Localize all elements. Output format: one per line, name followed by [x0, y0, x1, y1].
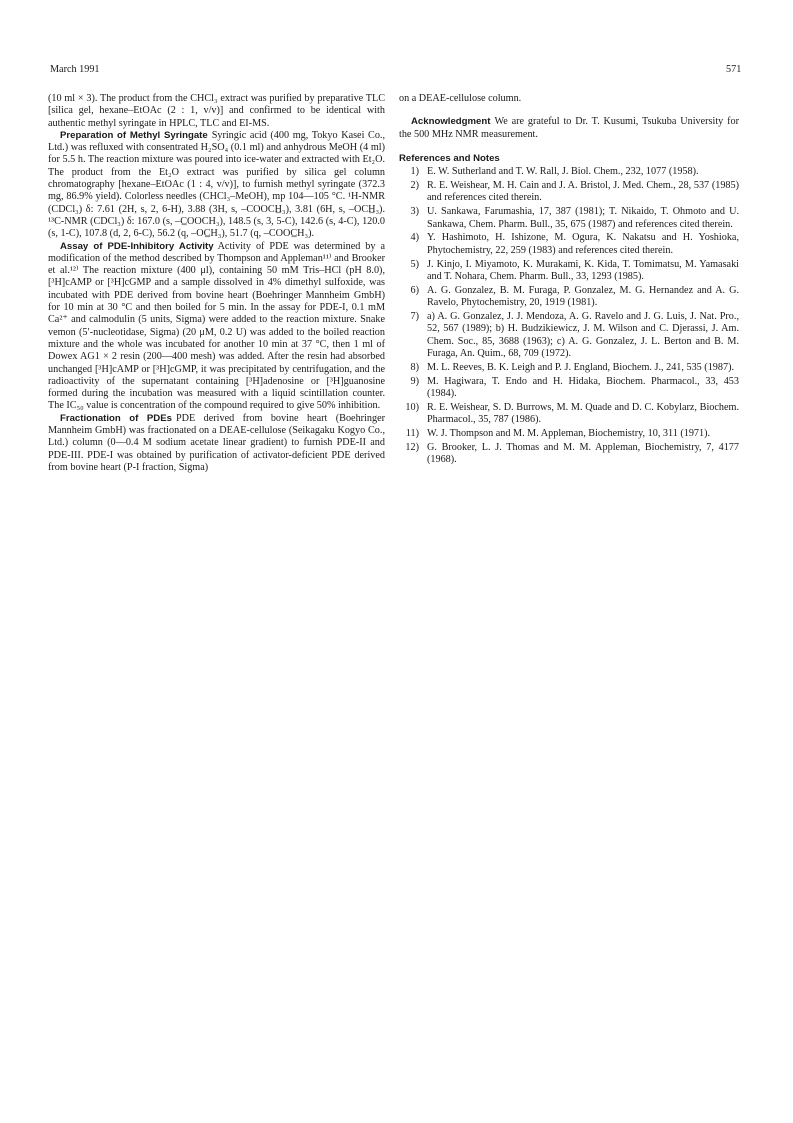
section-methyl-syringate — [48, 130, 385, 241]
reference-item — [399, 180, 739, 205]
reference-item — [399, 166, 739, 178]
section-body: PDE derived from bovine heart (Boehringer Mannheim GmbH) was fractionated on a DEAE-cellulose (Seikagaku Kogyo Co., Ltd.) column (0—0.4 M sodium acetate linear gradient) to furnish PDE-II and PDE-III. PDE-I was obtained by purification of activator-deficient PDE derived from bovine heart (P-I fraction, Sigma) — [48, 412, 385, 473]
reference-text: Y. Hashimoto, H. Ishizone, M. Ogura, K. Nakatsu and H. Yoshioka, Phytochemistry, 22, 259 (1983) and references cited therein. — [427, 232, 739, 256]
section-heading: Assay of PDE-Inhibitory Activity — [60, 240, 214, 252]
section-body: Syringic acid (400 mg, Tokyo Kasei Co., Ltd.) was refluxed with consentrated H₂SO₄ (0.1 ml) and anhydrous MeOH (4 ml) for 5.5 h. The reaction mixture was poured into ice-water and extracted with Et₂O. The product from the Et₂O extract was purified by silica gel column chromatography [hexane–EtOAc (1 : 4, v/v)], to furnish methyl syringate (372.3 mg, 86.9% yield). Colorless needles (CHCl₃–MeOH), mp 104—105 °C. ¹H-NMR (CDCl₃) δ: 7.61 (2H, s, 2, 6-H), 3.88 (3H, s, –COOCH̲₃), 3.81 (6H, s, –OCH̲₃). ¹³C-NMR (CDCl₃) δ: 167.0 (s, –C̲OOCH₃), 148.5 (s, 3, 5-C), 142.6 (s, 4-C), 120.0 (s, 1-C), 107.8 (d, 2, 6-C), 56.2 (q, –OC̲H₃), 51.7 (q, –COOC̲H₃). — [48, 129, 386, 240]
reference-number: 1) — [410, 166, 419, 178]
reference-number: 11) — [405, 428, 419, 440]
page-number: 571 — [726, 64, 742, 75]
references-title: References and Notes — [399, 152, 500, 164]
reference-number: 8) — [410, 361, 419, 373]
reference-item — [399, 232, 739, 257]
reference-item — [399, 428, 739, 440]
reference-number: 10) — [405, 401, 419, 413]
section-heading: Preparation of Methyl Syringate — [60, 129, 208, 141]
reference-number: 4) — [410, 232, 419, 244]
reference-item — [399, 442, 739, 467]
reference-item — [399, 206, 739, 231]
reference-number: 12) — [405, 441, 419, 453]
reference-text: R. E. Weishear, M. H. Cain and J. A. Bristol, J. Med. Chem., 28, 537 (1985) and references cited therein. — [427, 180, 739, 204]
reference-list — [399, 166, 739, 466]
reference-text: R. E. Weishear, S. D. Burrows, M. M. Quade and D. C. Kobylarz, Biochem. Pharmacol., 35, 787 (1986). — [427, 401, 739, 426]
reference-text: W. J. Thompson and M. M. Appleman, Biochemistry, 10, 311 (1971). — [427, 428, 711, 440]
reference-text: G. Brooker, L. J. Thomas and M. M. Appleman, Biochemistry, 7, 4177 (1968). — [427, 441, 739, 466]
reference-item — [399, 376, 739, 401]
reference-text: J. Kinjo, I. Miyamoto, K. Murakami, K. Kida, T. Tomimatsu, M. Yamasaki and T. Nohara, Chem. Pharm. Bull., 33, 1293 (1985). — [427, 258, 739, 282]
section-body: Activity of PDE was determined by a modification of the method described by Thompson and Appleman¹¹⁾ and Brooker et al.¹²⁾ The reaction mixture (400 μl), containing 50 mM Tris–HCl (pH 8.0), [³H]cAMP or [³H]cGMP and a sample dissolved in 4% dimethyl sulfoxide, was incubated with PDE derived from bovine heart (Boehringer Mannheim GmbH) for 10 min at 30 °C and then boiled for 5 min. In the assay for PDE-I, 0.1 mM Ca²⁺ and calmodulin (5 units, Sigma) were added to the reaction mixture. Snake vemon (5′-nucleotidase, Sigma) (20 μM, 0.2 U) was added to the boiled reaction mixture and the whole was incubated for another 10 min at 37 °C, then 1 ml of Dowex AG1 × 2 resin (200—400 mesh) was added. After the resin had absorbed unchanged [³H]cAMP or [³H]cGMP, it was precipitated by centrifugation, and the radioactivity of the supernatant containing [³H]adenosine or [³H]guanosine formed during the incubation was measured with a liquid scintillation counter. The IC₅₀ value is concentration of the compound required to give 50% inhibition. — [48, 240, 386, 412]
left-column — [48, 93, 385, 474]
section-fractionation — [48, 413, 385, 474]
acknowledgment-heading: Acknowledgment — [411, 116, 491, 128]
right-column — [399, 93, 739, 468]
reference-number: 3) — [410, 206, 419, 218]
reference-item — [399, 362, 739, 374]
reference-text: M. L. Reeves, B. K. Leigh and P. J. England, Biochem. J., 241, 535 (1987). — [427, 361, 735, 373]
section-heading: Fractionation of PDEs — [60, 412, 172, 424]
reference-number: 7) — [410, 311, 419, 323]
running-header-date: March 1991 — [50, 64, 100, 75]
reference-item — [399, 259, 739, 284]
reference-number: 5) — [410, 258, 419, 270]
reference-text: M. Hagiwara, T. Endo and H. Hidaka, Biochem. Pharmacol., 33, 453 (1984). — [427, 375, 739, 399]
reference-item — [399, 285, 739, 310]
reference-text: a) A. G. Gonzalez, J. J. Mendoza, A. G. Ravelo and J. G. Luis, J. Nat. Pro., 52, 567 (1989); b) H. Budzikiewicz, J. M. Wilson and C. Djerassi, J. Am. Chem. Soc., 85, 3688 (1963); c) A. G. Gonzalez, J. L. Berton and B. M. Furaga, An. Quim., 68, 709 (1972). — [427, 311, 739, 359]
reference-text: U. Sankawa, Farumashia, 17, 387 (1981); T. Nikaido, T. Ohmoto and U. Sankawa, Chem. Pharm. Bull., 35, 675 (1987) and references cited therein. — [427, 206, 739, 230]
reference-text: E. W. Sutherland and T. W. Rall, J. Biol. Chem., 232, 1077 (1958). — [427, 166, 699, 178]
reference-text: A. G. Gonzalez, B. M. Furaga, P. Gonzalez, M. G. Hernandez and A. G. Ravelo, Phytochemistry, 20, 1919 (1981). — [427, 284, 739, 309]
reference-number: 9) — [410, 375, 419, 387]
acknowledgment — [399, 116, 739, 141]
section-pde-assay — [48, 241, 385, 413]
reference-item — [399, 402, 739, 427]
continued-paragraph: on a DEAE-cellulose column. — [399, 93, 522, 104]
continued-paragraph: (10 ml × 3). The product from the CHCl₃ extract was purified by preparative TLC [silica gel, hexane–EtOAc (2 : 1, v/v)] and confirmed to be identical with authentic methyl syringate in HPLC, TLC and EI-MS. — [48, 93, 385, 129]
acknowledgment-body: We are grateful to Dr. T. Kusumi, Tsukuba University for the 500 MHz NMR measurement. — [399, 116, 739, 140]
reference-number: 2) — [410, 180, 419, 192]
reference-item — [399, 311, 739, 360]
reference-number: 6) — [410, 284, 419, 296]
